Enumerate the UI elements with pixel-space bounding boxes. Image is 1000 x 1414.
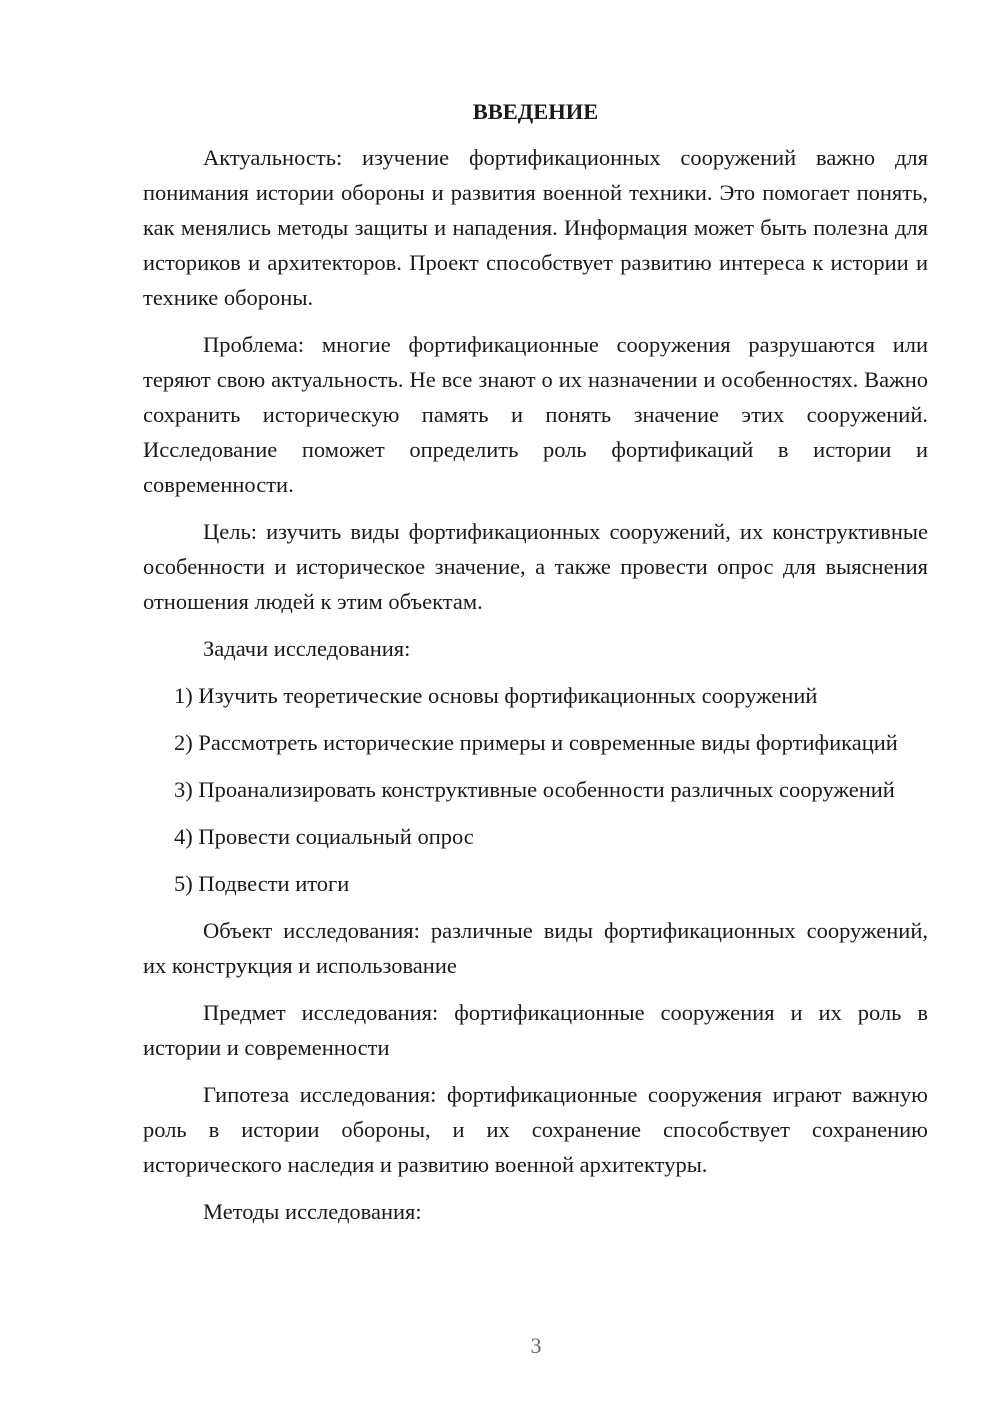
paragraph-hypothesis: Гипотеза исследования: фортификационные сооружения играют важную роль в истории обороны, и их сохранение способствует сохранению исторического наследия и развитию военной архитектуры. xyxy=(143,1082,928,1177)
paragraph-problem: Проблема: многие фортификационные сооружения разрушаются или теряют свою актуальность. Не все знают о их назначении и особенностях. Важно сохранить историческую память и понять значение этих сооружений. Исследование поможет определить роль фортификаций в истории и современности. xyxy=(143,332,928,497)
page-content xyxy=(143,94,928,1241)
paragraph-goal: Цель: изучить виды фортификационных сооружений, их конструктивные особенности и историческое значение, а также провести опрос для выяснения отношения людей к этим объектам. xyxy=(143,519,928,614)
paragraph-tasks-title: Задачи исследования: xyxy=(203,636,411,661)
section-heading: ВВЕДЕНИЕ xyxy=(472,99,599,124)
paragraph-relevance: Актуальность: изучение фортификационных сооружений важно для понимания истории обороны и развития военной техники. Это помогает понять, как менялись методы защиты и нападения. Информация может быть полезна для историков и архитекторов. Проект способствует развитию интереса к истории и технике обороны. xyxy=(143,145,928,310)
list-item: 3) Проанализировать конструктивные особенности различных сооружений xyxy=(174,777,895,802)
tasks-list xyxy=(143,678,928,901)
list-item: 2) Рассмотреть исторические примеры и современные виды фортификаций xyxy=(174,730,898,755)
list-item: 4) Провести социальный опрос xyxy=(174,824,474,849)
list-item: 5) Подвести итоги xyxy=(174,871,350,896)
page-number: 3 xyxy=(530,1333,542,1358)
paragraph-object: Объект исследования: различные виды фортификационных сооружений, их конструкция и использование xyxy=(143,918,928,978)
paragraph-subject: Предмет исследования: фортификационные сооружения и их роль в истории и современности xyxy=(143,1000,928,1060)
paragraph-methods: Методы исследования: xyxy=(203,1199,422,1224)
list-item: 1) Изучить теоретические основы фортификационных сооружений xyxy=(174,683,818,708)
